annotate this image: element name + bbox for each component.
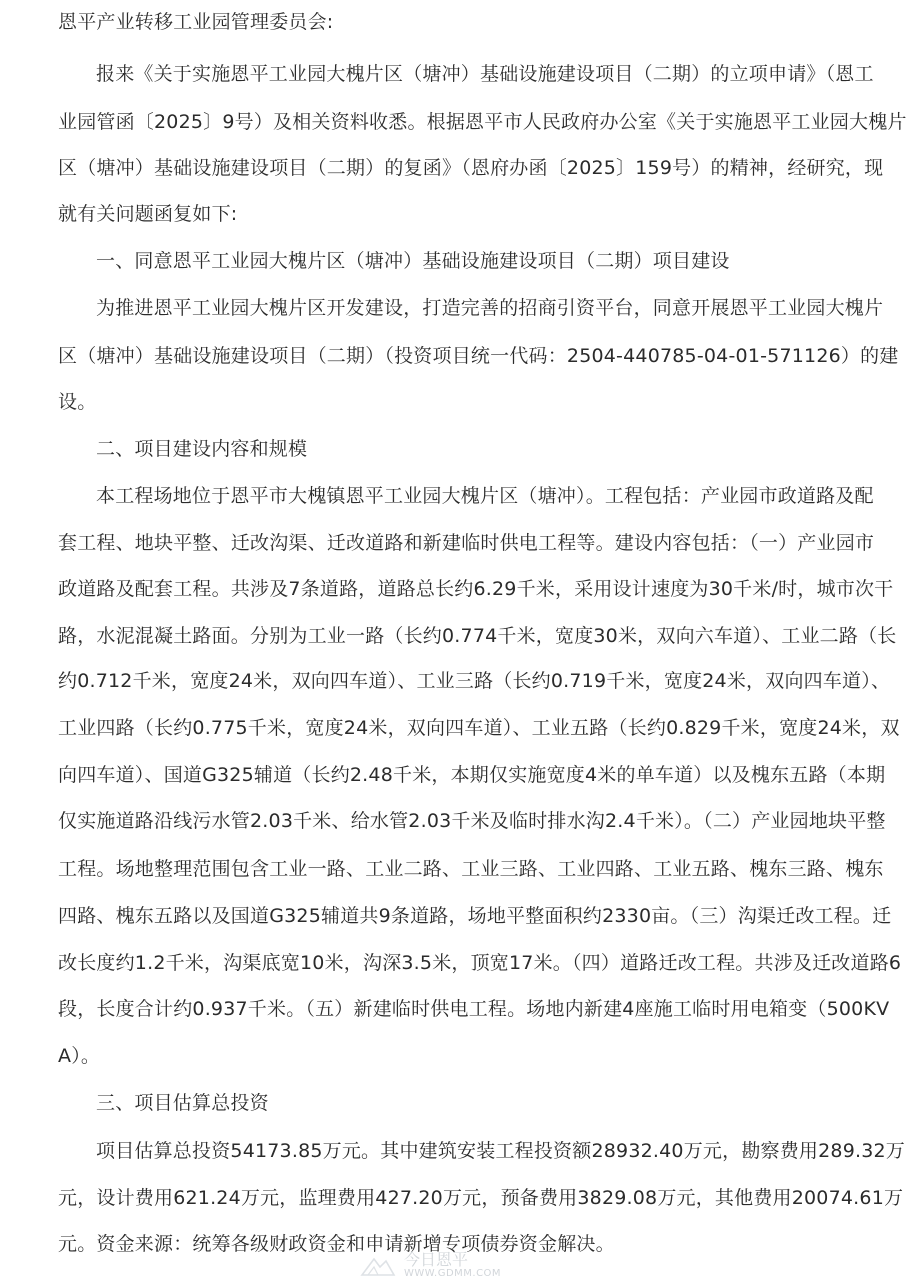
section2-line: 本工程场地位于恩平市大槐镇恩平工业园大槐片区（塘冲）。工程包括：产业园市政道路及配: [96, 485, 874, 507]
section2-line: A）。: [58, 1045, 101, 1067]
section2-line: 套工程、地块平整、迁改沟渠、迁改道路和新建临时供电工程等。建设内容包括：（一）产业园市: [58, 532, 875, 554]
section2-line: 工业四路（长约0.775千米，宽度24米，双向四车道）、工业五路（长约0.829千米，宽度24米，双: [58, 717, 900, 739]
watermark: [360, 1252, 501, 1280]
section3-heading: 三、项目估算总投资: [96, 1092, 269, 1114]
section2-line: 仅实施道路沿线污水管2.03千米、给水管2.03千米及临时排水沟2.4千米）。（二）产业园地块平整: [58, 810, 886, 832]
section1-line: 设。: [58, 391, 97, 413]
section3-line: 元。资金来源：统筹各级财政资金和申请新增专项债券资金解决。: [58, 1233, 615, 1255]
section2-line: 工程。场地整理范围包含工业一路、工业二路、工业三路、工业四路、工业五路、槐东三路、槐东: [58, 858, 884, 880]
section2-line: 向四车道）、国道G325辅道（长约2.48千米，本期仅实施宽度4米的单车道）以及槐东五路（本期: [58, 764, 886, 786]
section2-line: 政道路及配套工程。共涉及7条道路，道路总长约6.29千米，采用设计速度为30千米/时，城市次干: [58, 578, 894, 600]
section2-line: 四路、槐东五路以及国道G325辅道共9条道路，场地平整面积约2330亩。（三）沟渠迁改工程。迁: [58, 905, 892, 927]
section2-heading: 二、项目建设内容和规模: [96, 438, 308, 460]
addressee: 恩平产业转移工业园管理委员会:: [58, 11, 334, 33]
section1-line: 为推进恩平工业园大槐片区开发建设，打造完善的招商引资平台，同意开展恩平工业园大槐片: [96, 297, 884, 319]
watermark-logo-icon: [360, 1255, 396, 1277]
section2-line: 改长度约1.2千米，沟渠底宽10米，沟深3.5米，顶宽17米。（四）道路迁改工程。共涉及迁改道路6: [58, 952, 902, 974]
intro-line: 区（塘冲）基础设施建设项目（二期）的复函》（恩府办函〔2025〕159号）的精神，经研究，现: [58, 157, 884, 179]
section2-line: 约0.712千米，宽度24米，双向四车道）、工业三路（长约0.719千米，宽度24米，双向四车道）、: [58, 670, 891, 692]
section2-line: 路，水泥混凝土路面。分别为工业一路（长约0.774千米，宽度30米，双向六车道）、工业二路（长: [58, 625, 897, 647]
watermark-url: WWW.GDMM.COM: [404, 1268, 502, 1280]
intro-line: 就有关问题函复如下:: [58, 203, 238, 225]
section3-line: 元，设计费用621.24万元，监理费用427.20万元，预备费用3829.08万元，其他费用20074.61万: [58, 1187, 904, 1209]
section3-line: 项目估算总投资54173.85万元。其中建筑安装工程投资额28932.40万元，勘察费用289.32万: [96, 1140, 905, 1162]
section1-line: 区（塘冲）基础设施建设项目（二期）（投资项目统一代码：2504-440785-04-01-571126）的建: [58, 345, 899, 367]
section2-line: 段，长度合计约0.937千米。（五）新建临时供电工程。场地内新建4座施工临时用电箱变（500KV: [58, 998, 890, 1020]
intro-line: 报来《关于实施恩平工业园大槐片区（塘冲）基础设施建设项目（二期）的立项申请》（恩工: [96, 63, 874, 85]
watermark-text: 今日恩平: [404, 1250, 469, 1270]
intro-line: 业园管函〔2025〕9号）及相关资料收悉。根据恩平市人民政府办公室《关于实施恩平工业园大槐片: [58, 111, 907, 133]
section1-heading: 一、同意恩平工业园大槐片区（塘冲）基础设施建设项目（二期）项目建设: [96, 250, 730, 272]
